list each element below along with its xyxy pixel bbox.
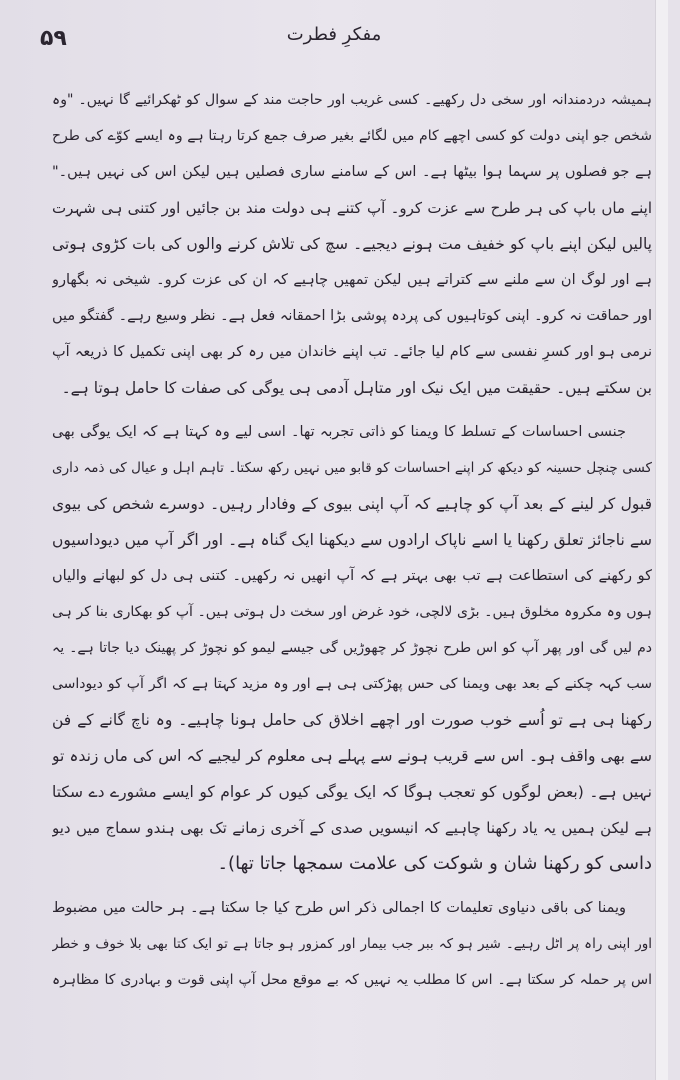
text-line: داسی کو رکھنا شان و شوکت کی علامت سمجھا جاتا تھا)۔ <box>217 853 652 874</box>
text-line: اس پر حملہ کر سکتا ہے۔ اس کا مطلب یہ نہیں کہ بے موقع محل آپ اپنی قوت و بہادری کا مظاہرہ <box>52 972 652 988</box>
text-line: نرمی ہو اور کسرِ نفسی سے کام لیا جائے۔ تب اپنے خاندان میں رہ کر بھی اپنی تکمیل کا ذریعہ آپ <box>52 344 652 360</box>
text-line: نہیں ہے۔ (بعض لوگوں کو تعجب ہوگا کہ ایک یوگی کیوں کر عوام کو ایسے مشورے دے سکتا <box>52 783 652 801</box>
text-line: بن سکتے ہیں۔ حقیقت میں ایک نیک اور متاہل آدمی ہی یوگی کی صفات کا حامل ہوتا ہے۔ <box>61 379 652 397</box>
text-line: سب کہہ چکنے کے بعد بھی ویمنا کی حس پھڑکتی ہی ہے اور وہ مزید کہتا ہے کہ اگر آپ کو دیوداسی <box>52 676 652 692</box>
text-line: دم لیں گی اور پھر آپ کو اس طرح نچوڑ کر چھوڑیں گی جیسے لیمو کو نچوڑ کر پھینک دیا جاتا ہے۔ یہ <box>52 640 652 656</box>
text-line: ہمیشہ دردمندانہ اور سخی دل رکھیے۔ کسی غریب اور حاجت مند کے سوال کو ٹھکرائیے گا نہیں۔ "وہ <box>52 92 652 108</box>
text-line: اپنے ماں باپ کی ہر طرح سے عزت کرو۔ آپ کتنے ہی دولت مند بن جائیں اور کتنی ہی شہرت <box>52 199 652 217</box>
text-line: سے بھی واقف ہو۔ اس سے قریب ہونے سے پہلے ہی معلوم کر لیجیے کہ اس کی ماں زندہ تو <box>52 747 652 765</box>
text-line: اور اپنی راہ پر اٹل رہیے۔ شیر ہو کہ ببر جب بیمار اور کمزور ہو جاتا ہے تو ایک کتا بھی بلا خوف و خطر <box>52 936 652 952</box>
text-line: ویمنا کی باقی دنیاوی تعلیمات کا اجمالی ذکر اس طرح کیا جا سکتا ہے۔ ہر حالت میں مضبوط <box>52 900 626 916</box>
text-line: شخص جو اپنی دولت کو کسی اچھے کام میں لگائے بغیر صرف جمع کرتا رہتا ہے وہ ایسے کوّے کی طرح <box>52 128 652 144</box>
text-line: ہے جو فصلوں پر سہما ہوا بیٹھا ہے۔ اس کے سامنے ساری فصلیں ہیں لیکن اس کی نہیں ہیں۔" <box>52 164 652 180</box>
text-line: پالیں لیکن اپنے باپ کو خفیف مت ہونے دیجیے۔ سچ کی تلاش کرنے والوں کی بات کڑوی ہوتی <box>52 235 652 253</box>
text-line: ہوں وہ مکروہ مخلوق ہیں۔ بڑی لالچی، خود غرض اور سخت دل ہوتی ہیں۔ آپ کو بھکاری بنا کر ہی <box>52 604 652 620</box>
paragraph <box>52 82 652 406</box>
text-line: کو رکھنے کی استطاعت ہے تب بھی بہتر ہے کہ آپ انھیں نہ رکھیں۔ کتنی ہی دل کو لبھانے والیاں <box>52 568 652 584</box>
text-line: رکھنا ہی ہے تو اُسے خوب صورت اور اچھے اخلاق کی حامل ہونا چاہیے۔ وہ ناچ گانے کے فن <box>52 711 652 729</box>
page-body-text <box>52 82 652 1006</box>
text-line: سے ناجائز تعلق رکھنا یا اسے ناپاک ارادوں سے دیکھنا ایک گناہ ہے۔ اور اگر آپ میں دیوداسیوں <box>52 531 652 549</box>
paragraph <box>52 890 652 998</box>
text-line: کسی چنچل حسینہ کو دیکھ کر اپنے احساسات کو قابو میں نہیں رکھ سکتا۔ تاہم اہل و عیال کی ذمہ داری <box>52 460 652 476</box>
text-line: جنسی احساسات کے تسلط کا ویمنا کو ذاتی تجربہ تھا۔ اسی لیے وہ کہتا ہے کہ ایک یوگی بھی <box>52 424 626 440</box>
paragraph <box>52 414 652 882</box>
text-line: قبول کر لینے کے بعد آپ کو چاہیے کہ آپ اپنی بیوی کے وفادار رہیں۔ دوسرے شخص کی بیوی <box>52 495 652 513</box>
page-edge <box>655 0 668 1080</box>
running-title: مفکرِ فطرت <box>286 24 382 45</box>
page-number: ۵۹ <box>40 26 67 51</box>
text-line: ہے لیکن ہمیں یہ یاد رکھنا چاہیے کہ انیسویں صدی کے آخری زمانے تک بھی ہندو سماج میں دیو <box>52 819 652 837</box>
text-line: اور حماقت نہ کرو۔ اپنی کوتاہیوں کی پردہ پوشی بڑا احمقانہ فعل ہے۔ نظر وسیع رہے۔ گفتگو میں <box>52 308 652 324</box>
text-line: ہے اور لوگ ان سے ملنے سے کتراتے ہیں لیکن تمھیں چاہیے کہ ان کی عزت کرو۔ شیخی نہ بگھارو <box>52 272 652 288</box>
